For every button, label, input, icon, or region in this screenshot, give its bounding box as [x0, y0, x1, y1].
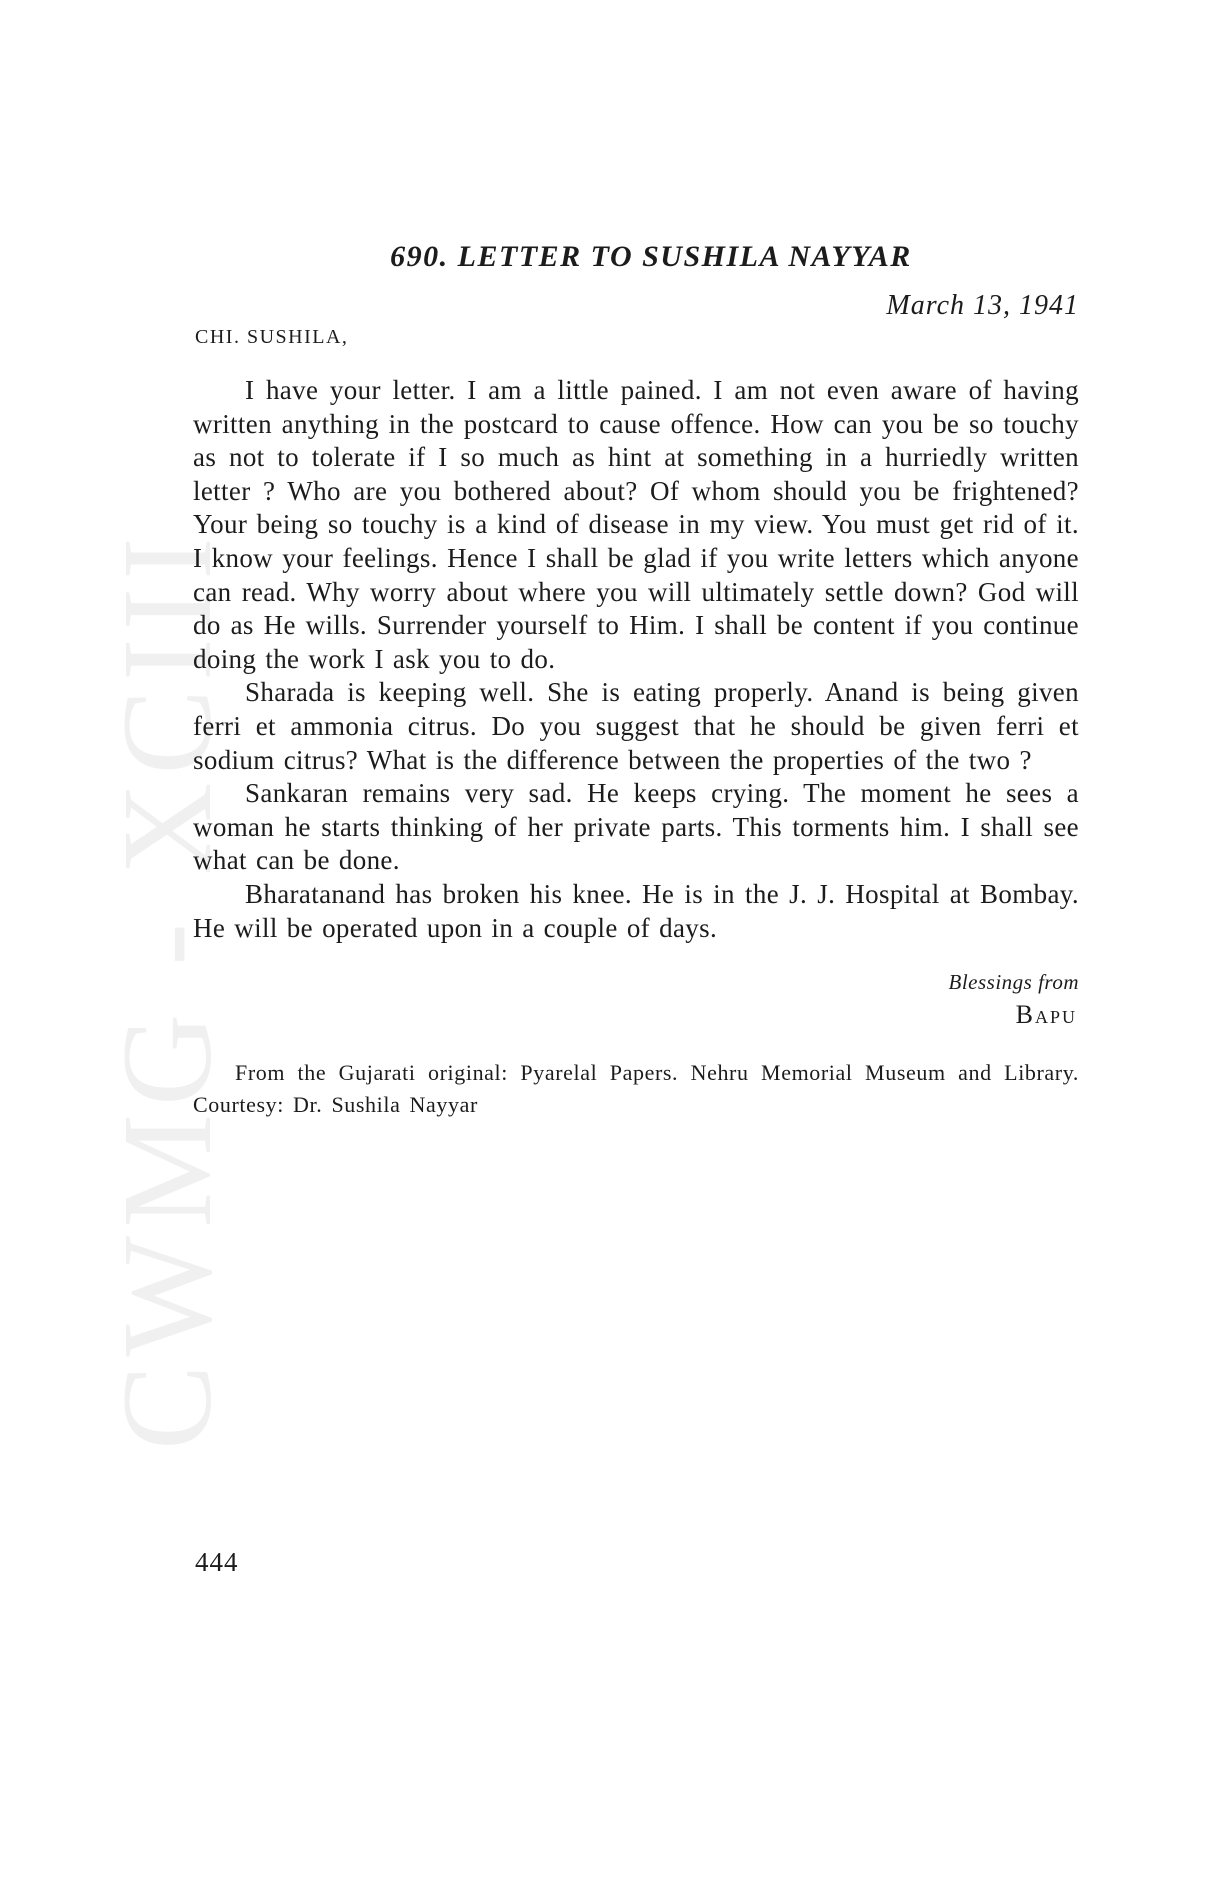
- blessings-line: Blessings from: [948, 970, 1079, 995]
- paragraph: I have your letter. I am a little pained. I am not even aware of having written anything in the postcard to cause offence. How can you be so touchy as not to tolerate if I so much as hint at something in a hurriedly written letter ? Who are you bothered about? Of whom should you be frightened? Your being so touchy is a kind of disease in my view. You must get rid of it. I know your feelings. Hence I shall be glad if you write letters which anyone can read. Why worry about where you will ultimately settle down? God will do as He wills. Surrender yourself to Him. I shall be content if you continue doing the work I ask you to do.: [193, 375, 1079, 674]
- salutation: CHI. SUSHILA,: [195, 326, 349, 348]
- watermark-text: CWMG - XCIII: [96, 529, 238, 1450]
- letter-page: [193, 240, 1079, 1121]
- source-note: From the Gujarati original: Pyarelal Papers. Nehru Memorial Museum and Library. Courtesy: Dr. Sushila Nayyar: [193, 1060, 1079, 1118]
- paragraph: Sharada is keeping well. She is eating properly. Anand is being given ferri et ammonia citrus. Do you suggest that he should be given ferri et sodium citrus? What is the difference between the properties of the two ?: [193, 677, 1079, 775]
- page-title: 690. LETTER TO SUSHILA NAYYAR: [390, 240, 912, 273]
- closing: [193, 967, 1079, 1033]
- letter-body: [193, 374, 1079, 945]
- paragraph: Bharatanand has broken his knee. He is in the J. J. Hospital at Bombay. He will be operated upon in a couple of days.: [193, 878, 1079, 943]
- paragraph: Sankaran remains very sad. He keeps crying. The moment he sees a woman he starts thinking of her private parts. This torments him. I shall see what can be done.: [193, 778, 1079, 876]
- letter-date: March 13, 1941: [886, 290, 1079, 321]
- signature: Bapu: [1015, 1000, 1077, 1030]
- page-number: 444: [195, 1547, 239, 1577]
